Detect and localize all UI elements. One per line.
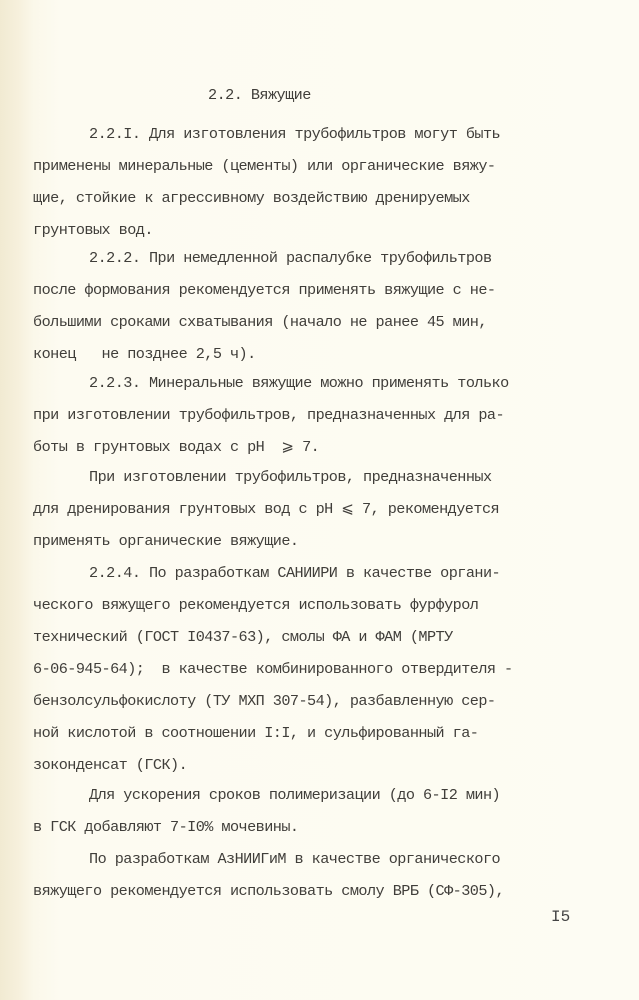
text-line: применять органические вяжущие.: [33, 532, 299, 550]
text-line: после формования рекомендуется применять вяжущие с не-: [33, 281, 496, 299]
text-line: 6-06-945-64); в качестве комбинированного отвердителя -: [33, 660, 513, 678]
text-line: применены минеральные (цементы) или органические вяжу-: [33, 157, 496, 175]
text-line: щие, стойкие к агрессивному воздействию дренируемых: [33, 189, 470, 207]
text-line: грунтовых вод.: [33, 221, 153, 239]
text-line: При изготовлении трубофильтров, предназначенных: [89, 468, 492, 486]
text-line: для дренирования грунтовых вод с pH ⩽ 7, рекомендуется: [33, 500, 500, 518]
text-line: 2.2.I. Для изготовления трубофильтров могут быть: [89, 125, 501, 143]
text-line: большими сроками схватывания (начало не ранее 45 мин,: [33, 313, 487, 331]
text-line: в ГСК добавляют 7-I0% мочевины.: [33, 818, 299, 836]
text-line: зоконденсат (ГСК).: [33, 756, 188, 774]
text-line: 2.2.3. Минеральные вяжущие можно применять только: [89, 374, 509, 392]
text-line: конец не позднее 2,5 ч).: [33, 345, 256, 363]
text-line: ческого вяжущего рекомендуется использовать фурфурол: [33, 596, 479, 614]
text-line: технический (ГОСТ I0437-63), смолы ФА и ФАМ (МРТУ: [33, 628, 453, 646]
text-line: вяжущего рекомендуется использовать смолу ВРБ (СФ-305),: [33, 882, 505, 900]
text-line: ной кислотой в соотношении I:I, и сульфированный га-: [33, 724, 479, 742]
text-line: 2.2.2. При немедленной распалубке трубофильтров: [89, 249, 492, 267]
text-line: бензолсульфокислоту (ТУ МХП 307-54), разбавленную сер-: [33, 692, 496, 710]
text-line: боты в грунтовых водах с pH ⩾ 7.: [33, 438, 320, 456]
text-line: Для ускорения сроков полимеризации (до 6-I2 мин): [89, 786, 501, 804]
page-number: I5: [551, 908, 571, 926]
text-line: при изготовлении трубофильтров, предназначенных для ра-: [33, 406, 505, 424]
text-line: По разработкам АзНИИГиМ в качестве органического: [89, 850, 501, 868]
section-heading: 2.2. Вяжущие: [208, 86, 311, 104]
text-line: 2.2.4. По разработкам САНИИРИ в качестве органи-: [89, 564, 501, 582]
